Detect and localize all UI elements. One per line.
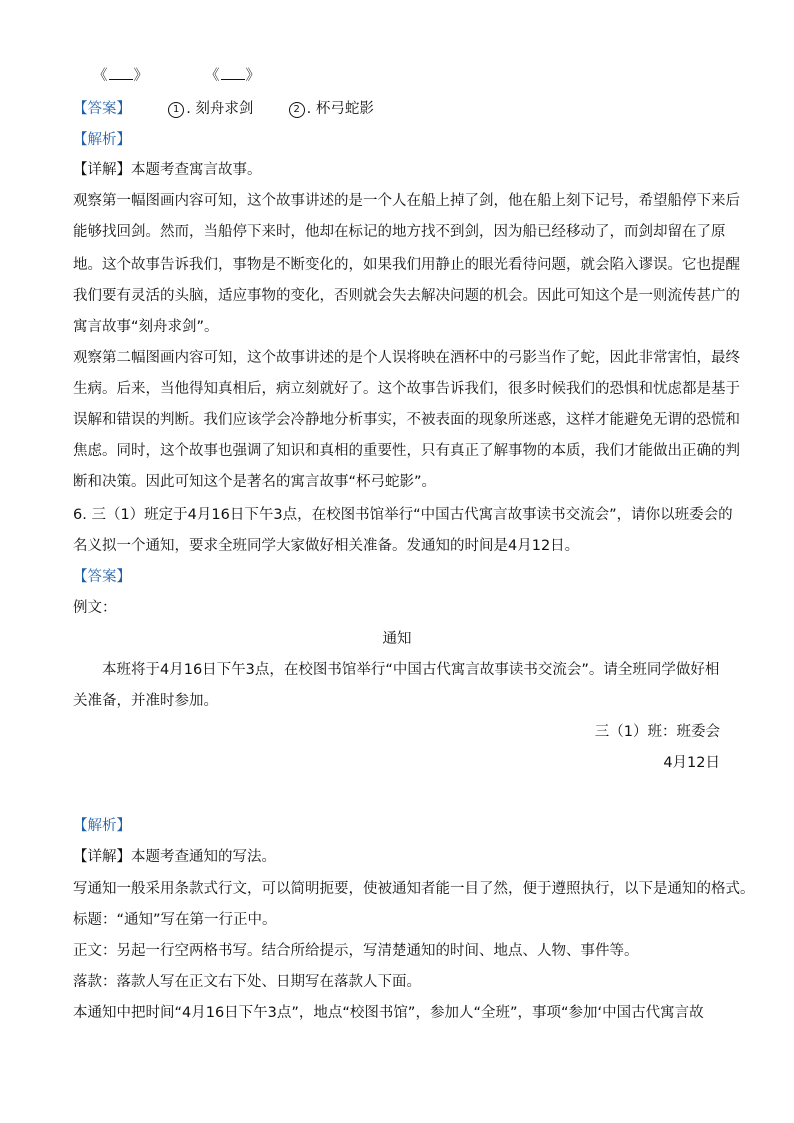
para3-line: 落款：落款人写在正文右下处、日期写在落款人下面。 (73, 974, 421, 990)
para1-line: 寓言故事“刻舟求剑”。 (73, 319, 219, 335)
question-6-line: 名义拟一个通知，要求全班同学大家做好相关准备。发通知的时间是4月12日。 (73, 538, 580, 554)
answer-tag: 【答案】 (73, 101, 131, 117)
para2-line: 断和决策。因此可知这个是著名的寓言故事“杯弓蛇影”。 (73, 474, 437, 490)
detail-line-2: 【详解】本题考查通知的写法。 (73, 849, 276, 865)
para3-line: 正文：另起一行空两格书写。结合所给提示，写清楚通知的时间、地点、人物、事件等。 (73, 943, 639, 959)
question-6-line: 6. 三（1）班定于4月16日下午3点，在校图书馆举行“中国古代寓言故事读书交流会”，请你以班委会的 (73, 507, 733, 523)
analysis-tag-2: 【解析】 (73, 818, 131, 834)
para3-line: 写通知一般采用条款式行文，可以简明扼要，使被通知者能一目了然，便于遵照执行，以下是通知的格式。 (73, 881, 755, 897)
notice-signature: 三（1）班：班委会 (594, 724, 720, 740)
answer-item-1: . 刻舟求剑 (186, 101, 254, 117)
left-bracket-2: 《 (205, 68, 220, 84)
answer-tag-2: 【答案】 (73, 569, 131, 585)
blank-row-2 (205, 66, 260, 86)
answer-item-2: . 杯弓蛇影 (306, 101, 374, 117)
right-bracket-1: 》 (133, 68, 148, 84)
notice-date: 4月12日 (663, 755, 720, 771)
detail-line-1: 【详解】本题考查寓言故事。 (73, 162, 262, 178)
answer-blank-1 (109, 66, 133, 80)
para2-line: 生病。后来，当他得知真相后，病立刻就好了。这个故事告诉我们，很多时候我们的恐惧和忧虑都是基于 (73, 381, 740, 397)
para1-line: 能够找回剑。然而，当船停下来时，他却在标记的地方找不到剑，因为船已经移动了，而剑却留在了原 (73, 224, 726, 240)
right-bracket-2: 》 (245, 68, 260, 84)
circle-number-1: 1 (168, 102, 184, 118)
example-label: 例文： (73, 600, 117, 616)
left-bracket-1: 《 (93, 68, 108, 84)
para3-line: 本通知中把时间“4月16日下午3点”，地点“校图书馆”，参加人“全班”，事项“参加‘中国古代寓言故 (73, 1005, 704, 1021)
para2-line: 焦虑。同时，这个故事也强调了知识和真相的重要性，只有真正了解事物的本质，我们才能做出正确的判 (73, 443, 740, 459)
circle-number-2: 2 (289, 102, 305, 118)
para1-line: 地。这个故事告诉我们，事物是不断变化的，如果我们用静止的眼光看待问题，就会陷入谬误。它也提醒 (73, 257, 740, 273)
blank-row (93, 66, 148, 86)
para2-line: 误解和错误的判断。我们应该学会冷静地分析事实，不被表面的现象所迷惑，这样才能避免无谓的恐慌和 (73, 412, 740, 428)
para2-line: 观察第二幅图画内容可知，这个故事讲述的是个人误将映在酒杯中的弓影当作了蛇，因此非常害怕，最终 (73, 350, 740, 366)
notice-body-line: 关准备，并准时参加。 (73, 693, 218, 709)
para1-line: 我们要有灵活的头脑，适应事物的变化，否则就会失去解决问题的机会。因此可知这个是一则流传甚广的 (73, 288, 740, 304)
analysis-tag: 【解析】 (73, 132, 131, 148)
para3-line: 标题：“通知”写在第一行正中。 (73, 912, 277, 928)
notice-title: 通知 (382, 631, 412, 647)
para1-line: 观察第一幅图画内容可知，这个故事讲述的是一个人在船上掉了剑，他在船上刻下记号，希望船停下来后 (73, 193, 740, 209)
notice-body-line: 本班将于4月16日下午3点，在校图书馆举行“中国古代寓言故事读书交流会”。请全班同学做好相 (102, 662, 720, 678)
answer-row-1 (73, 99, 374, 119)
answer-blank-2 (221, 66, 245, 80)
